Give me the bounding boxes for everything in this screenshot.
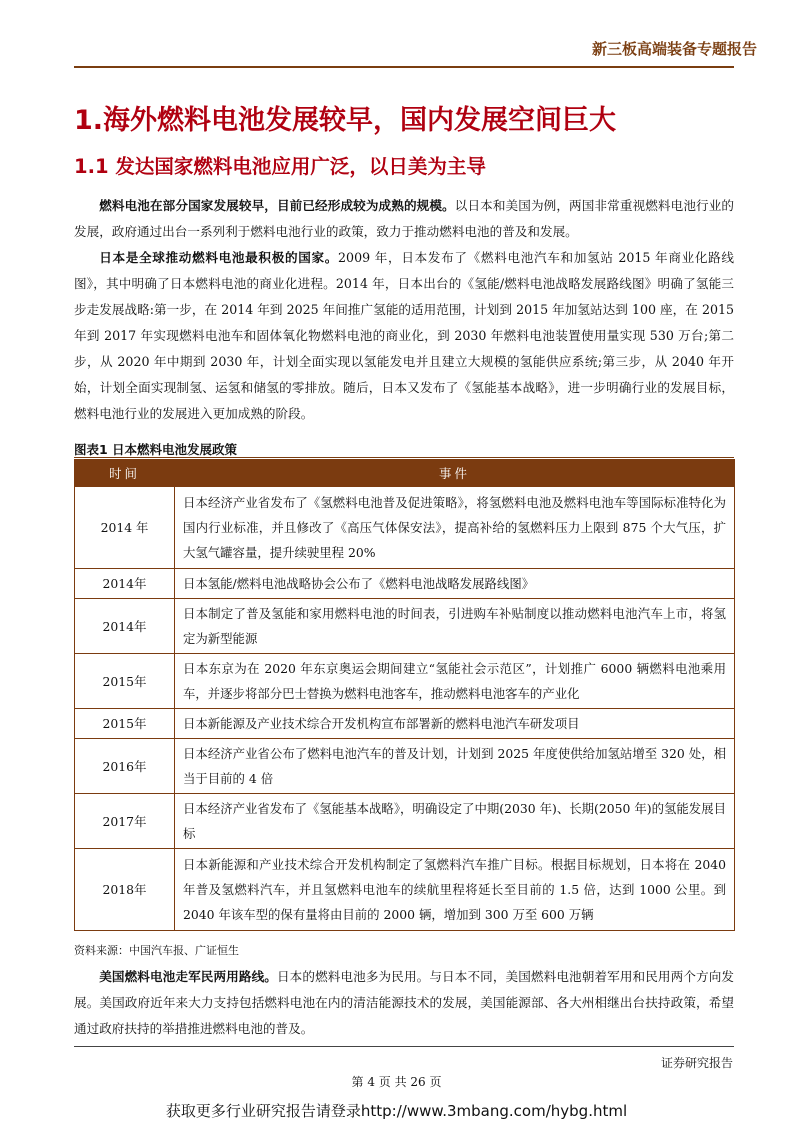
paragraph-intro-body: 以日本和美国为例，两国非常重视燃料电池行业的发展，政府通过出台一系列利于燃料电池行业的政策，致力于推动燃料电池的普及和发展。 xyxy=(74,198,735,239)
footer-divider xyxy=(74,1046,734,1047)
table-header-row xyxy=(75,460,735,487)
table-row xyxy=(75,569,735,599)
row-year: 2014 年 xyxy=(75,487,175,569)
paragraph-intro xyxy=(74,193,734,245)
paragraph-japan xyxy=(74,245,734,427)
row-event: 日本东京为在 2020 年东京奥运会期间建立“氢能社会示范区”，计划推广 6000 辆燃料电池乘用车，并逐步将部分巴士替换为燃料电池客车，推动燃料电池客车的产业化 xyxy=(175,654,735,709)
column-header-time: 时间 xyxy=(75,460,175,487)
row-event: 日本新能源和产业技术综合开发机构制定了氢燃料汽车推广目标。根据目标规划，日本将在 2040 年普及氢燃料汽车，并且氢燃料电池车的续航里程将延长至目前的 1.5 倍，达到 1000 公里。到 2040 年该车型的保有量将由目前的 2000 辆，增加到 300 万至 600 万辆 xyxy=(175,849,735,931)
table-row xyxy=(75,739,735,794)
page-number: 第 4 页 共 26 页 xyxy=(351,1075,442,1089)
row-event: 日本新能源及产业技术综合开发机构宣布部署新的燃料电池汽车研发项目 xyxy=(175,709,735,739)
row-year: 2015年 xyxy=(75,709,175,739)
paragraph-japan-body: 2009 年，日本发布了《燃料电池汽车和加氢站 2015 年商业化路线图》，其中明确了日本燃料电池的商业化进程。2014 年，日本出台的《氢能/燃料电池战略发展路线图》明确了氢能三步走发展战略:第一步，在 2014 年到 2025 年间推广氢能的适用范围，计划到 2015 年加氢站达到 100 座，在 2015 年到 2017 年实现燃料电池车和固体氧化物燃料电池的商业化，到 2030 年燃料电池装置使用量实现 530 万台;第二步，从 2020 年中期到 2030 年，计划全面实现以氢能发电并且建立大规模的氢能供应系统;第三步，从 2040 年开始，计划全面实现制氢、运氢和储氢的零排放。随后，日本又发布了《氢能基本战略》，进一步明确行业的发展目标，燃料电池行业的发展进入更加成熟的阶段。 xyxy=(74,250,734,421)
header-divider xyxy=(74,66,734,68)
column-header-event: 事件 xyxy=(175,460,735,487)
subsection-heading: 1.1 发达国家燃料电池应用广泛，以日美为主导 xyxy=(74,155,486,178)
table-row xyxy=(75,794,735,849)
promo-link-text: 获取更多行业研究报告请登录http://www.3mbang.com/hybg.html xyxy=(165,1102,628,1120)
table-source: 资料来源：中国汽车报、广证恒生 xyxy=(74,944,239,957)
table-row xyxy=(75,487,735,569)
caption-divider xyxy=(74,457,734,458)
row-event: 日本制定了普及氢能和家用燃料电池的时间表，引进购车补贴制度以推动燃料电池汽车上市，将氢定为新型能源 xyxy=(175,599,735,654)
row-year: 2014年 xyxy=(75,599,175,654)
paragraph-usa-body: 日本的燃料电池多为民用。与日本不同，美国燃料电池朝着军用和民用两个方向发展。美国政府近年来大力支持包括燃料电池在内的清洁能源技术的发展，美国能源部、各大州相继出台扶持政策，希望通过政府扶持的举措推进燃料电池的普及。 xyxy=(74,969,735,1036)
report-header-title: 新三板高端装备专题报告 xyxy=(591,40,757,58)
paragraph-japan-lead: 日本是全球推动燃料电池最积极的国家。 xyxy=(99,250,339,265)
row-event: 日本经济产业省发布了《氢燃料电池普及促进策略》，将氢燃料电池及燃料电池车等国际标准特化为国内行业标准，并且修改了《高压气体保安法》，提高补给的氢燃料压力上限到 875 个大气压，扩大氢气罐容量，提升续驶里程 20% xyxy=(175,487,735,569)
table-row xyxy=(75,709,735,739)
row-year: 2018年 xyxy=(75,849,175,931)
row-event: 日本氢能/燃料电池战略协会公布了《燃料电池战略发展路线图》 xyxy=(175,569,735,599)
table-row xyxy=(75,599,735,654)
row-event: 日本经济产业省公布了燃料电池汽车的普及计划，计划到 2025 年度使供给加氢站增至 320 处，相当于目前的 4 倍 xyxy=(175,739,735,794)
policy-table xyxy=(74,459,735,931)
row-year: 2017年 xyxy=(75,794,175,849)
row-event: 日本经济产业省发布了《氢能基本战略》，明确设定了中期(2030 年)、长期(2050 年)的氢能发展目标 xyxy=(175,794,735,849)
table-row xyxy=(75,654,735,709)
footer-report-label: 证券研究报告 xyxy=(660,1056,733,1070)
paragraph-usa xyxy=(74,964,734,1042)
table-caption: 图表1 日本燃料电池发展政策 xyxy=(74,442,238,457)
row-year: 2014年 xyxy=(75,569,175,599)
table-row xyxy=(75,849,735,931)
paragraph-usa-lead: 美国燃料电池走军民两用路线。 xyxy=(99,969,277,984)
row-year: 2016年 xyxy=(75,739,175,794)
paragraph-intro-lead: 燃料电池在部分国家发展较早，目前已经形成较为成熟的规模。 xyxy=(99,198,455,213)
section-heading: 1.海外燃料电池发展较早，国内发展空间巨大 xyxy=(74,105,617,136)
row-year: 2015年 xyxy=(75,654,175,709)
